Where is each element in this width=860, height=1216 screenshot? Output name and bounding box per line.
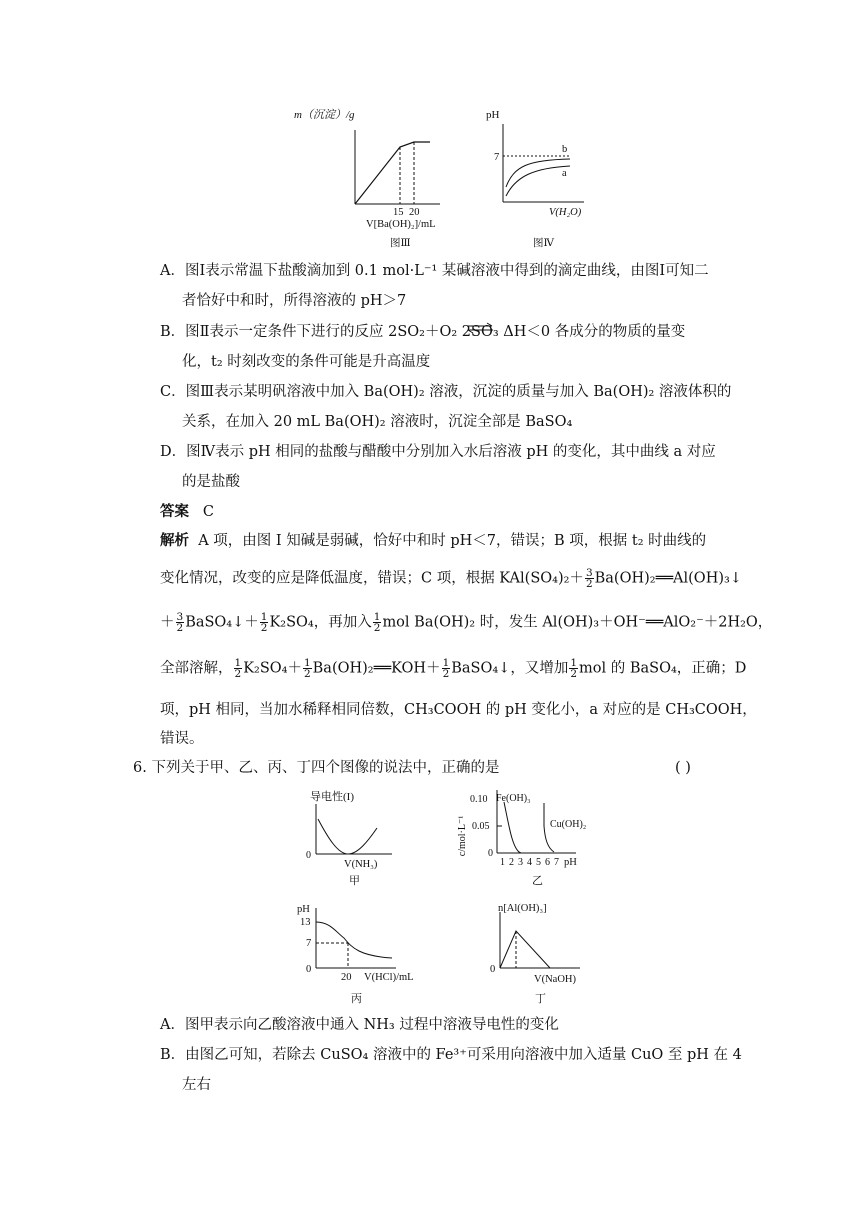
yi-ytick-0: 0 (488, 848, 493, 859)
fraction: $\frac{1}{2}$ (234, 657, 242, 680)
fraction: $\frac{1}{2}$ (570, 657, 578, 680)
figure-iii (290, 100, 450, 250)
analysis-line4 (160, 658, 746, 679)
fig3-xlabel: V[Ba(OH)₂]/mL (366, 219, 436, 230)
bing-ytick-7: 7 (306, 938, 312, 949)
ding-ylabel: n[Al(OH)₃] (498, 903, 547, 914)
analysis-label: 解析 (160, 533, 189, 549)
q6-option-b-line2: 左右 (182, 1077, 211, 1093)
analysis-text-4d: BaSO₄↓，又增加 (451, 660, 569, 677)
ding-origin: 0 (490, 964, 496, 975)
option-a-line2: 者恰好中和时，所得溶液的 pH＞7 (182, 293, 407, 309)
fraction: $\frac{1}{2}$ (303, 657, 311, 680)
yi-xtick-2: 2 (509, 857, 514, 868)
fig4-ylabel: pH (486, 109, 500, 121)
yi-series-cu: Cu(OH)₂ (550, 819, 587, 830)
figure-ding (478, 898, 608, 1008)
fig4-curve-a (506, 166, 570, 196)
fig4-xlabel: V(H₂O) (549, 207, 582, 218)
option-d-line2: 的是盐酸 (182, 474, 240, 490)
yi-caption: 乙 (532, 875, 543, 887)
answer-label: 答案 (160, 504, 189, 520)
yi-series-fe: Fe(OH)₃ (496, 793, 531, 804)
analysis-text-4a: 全部溶解， (160, 660, 233, 677)
yi-ylabel: c/mol·L⁻¹ (457, 815, 468, 857)
jia-origin: 0 (306, 850, 311, 861)
answer-line (160, 503, 214, 521)
jia-xlabel: V(NH₃) (344, 859, 378, 870)
fraction: $\frac{1}{2}$ (373, 611, 381, 634)
bing-caption: 丙 (351, 993, 362, 1005)
option-a-line1: A．图Ⅰ表示常温下盐酸滴加到 0.1 mol·L⁻¹ 某碱溶液中得到的滴定曲线，由图Ⅰ可知二 (160, 263, 709, 279)
answer-parentheses: ( ) (675, 760, 691, 776)
fig4-curve-b-label: b (562, 144, 568, 155)
bing-xlabel: V(HCl)/mL (364, 972, 414, 983)
yi-xtick-7: 7 (554, 857, 559, 868)
analysis-line1 (160, 532, 706, 550)
question-6-stem: 6. 下列关于甲、乙、丙、丁四个图像的说法中，正确的是 (133, 760, 500, 776)
yi-xtick-1: 1 (500, 857, 505, 868)
ding-xlabel: V(NaOH) (534, 974, 576, 985)
option-c-line2: 关系，在加入 20 mL Ba(OH)₂ 溶液时，沉淀全部是 BaSO₄ (182, 414, 573, 430)
jia-caption: 甲 (349, 875, 360, 887)
option-d-line1: D．图Ⅳ表示 pH 相同的盐酸与醋酸中分别加入水后溶液 pH 的变化，其中曲线 a 对应 (160, 444, 716, 460)
yi-xtick-4: 4 (527, 857, 532, 868)
fig3-caption: 图Ⅲ (390, 238, 411, 249)
analysis-text-1: A 项，由图 Ⅰ 知碱是弱碱，恰好中和时 pH＜7，错误；B 项，根据 t₂ 时曲线的 (198, 533, 707, 549)
fig3-ylabel: m（沉淀）/g (294, 109, 355, 121)
analysis-line2 (160, 568, 742, 589)
yi-ytick-010: 0.10 (470, 794, 488, 805)
fig4-caption: 图Ⅳ (533, 238, 554, 249)
fig3-curve (355, 142, 430, 204)
figure-bing (294, 898, 444, 1008)
ding-curve (500, 931, 550, 968)
analysis-text-4b: K₂SO₄＋ (243, 660, 302, 677)
fig4-curve-a-label: a (562, 168, 567, 179)
bing-curve (316, 922, 392, 958)
analysis-text-3b: BaSO₄↓＋ (185, 614, 259, 631)
analysis-text-2a: 变化情况，改变的应是降低温度，错误；C 项，根据 KAl(SO₄)₂＋ (160, 570, 584, 587)
yi-curve-fe (504, 802, 521, 853)
analysis-text-2b: Ba(OH)₂══Al(OH)₃↓ (594, 570, 742, 587)
fraction: $\frac{1}{2}$ (442, 657, 450, 680)
yi-ytick-005: 0.05 (472, 821, 490, 832)
q6-option-b-line1: B．由图乙可知，若除去 CuSO₄ 溶液中的 Fe³⁺可采用向溶液中加入适量 CuO 至 pH 在 4 (160, 1047, 742, 1063)
fraction: $\frac{1}{2}$ (260, 611, 268, 634)
fig4-tick-7: 7 (494, 152, 500, 163)
fig3-tick-15: 15 (393, 207, 404, 218)
q6-option-a: A．图甲表示向乙酸溶液中通入 NH₃ 过程中溶液导电性的变化 (160, 1017, 559, 1033)
bing-ylabel: pH (297, 904, 310, 915)
option-b-line1: B．图Ⅱ表示一定条件下进行的反应 2SO₂＋O₂ 2SO₃ ΔH＜0 各成分的物质的量变 (160, 324, 686, 340)
analysis-text-3a: ＋ (160, 614, 175, 631)
analysis-line6: 错误。 (160, 731, 204, 747)
figure-iv (476, 100, 596, 250)
analysis-text-4e: mol 的 BaSO₄，正确；D (579, 660, 747, 677)
bing-xtick-20: 20 (341, 972, 352, 983)
fraction: $\frac{3}{2}$ (585, 567, 593, 590)
fraction: $\frac{3}{2}$ (176, 611, 184, 634)
option-b-line2: 化，t₂ 时刻改变的条件可能是升高温度 (182, 354, 431, 370)
fig3-tick-20: 20 (409, 207, 420, 218)
analysis-line3 (160, 612, 772, 633)
jia-curve (318, 819, 377, 854)
yi-xtick-5: 5 (536, 857, 541, 868)
analysis-line5: 项，pH 相同，当加水稀释相同倍数，CH₃COOH 的 pH 变化小，a 对应的是 CH₃COOH， (160, 702, 757, 718)
bing-ytick-0: 0 (306, 964, 312, 975)
figure-yi (452, 786, 612, 890)
option-c-line1: C．图Ⅲ表示某明矾溶液中加入 Ba(OH)₂ 溶液，沉淀的质量与加入 Ba(OH)₂ 溶液体积的 (160, 384, 732, 400)
ding-caption: 丁 (535, 993, 546, 1005)
bing-ytick-13: 13 (300, 917, 311, 928)
analysis-text-3c: K₂SO₄，再加入 (269, 614, 372, 631)
answer-value: C (202, 504, 214, 520)
jia-ylabel: 导电性(I) (310, 791, 354, 803)
yi-xtick-6: 6 (545, 857, 550, 868)
analysis-text-4c: Ba(OH)₂══KOH＋ (312, 660, 441, 677)
figure-jia (296, 786, 436, 890)
analysis-text-3d: mol Ba(OH)₂ 时，发生 Al(OH)₃＋OH⁻══AlO₂⁻＋2H₂O， (382, 614, 773, 631)
yi-xtick-3: 3 (518, 857, 523, 868)
yi-xlabel: pH (564, 857, 577, 868)
equilibrium-arrow-icon (465, 322, 495, 334)
